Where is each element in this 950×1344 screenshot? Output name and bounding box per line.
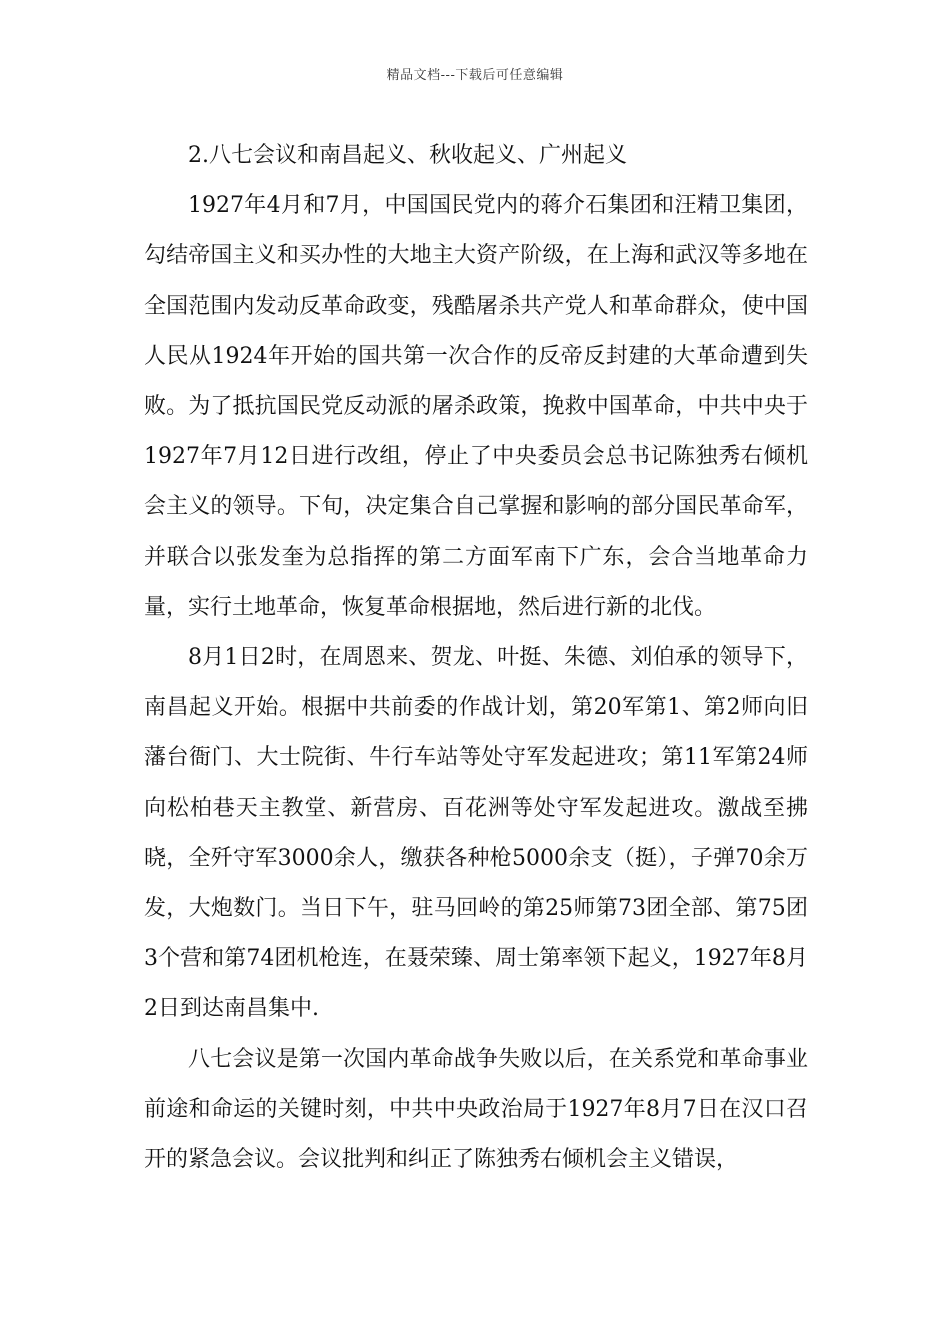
- section-heading: 2.八七会议和南昌起义、秋收起义、广州起义: [188, 143, 627, 168]
- paragraph-2: 8月1日2时，在周恩来、贺龙、叶挺、朱德、刘伯承的领导下，南昌起义开始。根据中共前委的作战计划，第20军第1、第2师向旧藩台衙门、大士院街、牛行车站等处守军发起进攻；第11军第24师向松柏巷天主教堂、新营房、百花洲等处守军发起进攻。激战至拂晓，全歼守军3000余人，缴获各种枪5000余支（挺），子弹70余万发，大炮数门。当日下午，驻马回岭的第25师第73团全部、第75团3个营和第74团机枪连，在聂荣臻、周士第率领下起义，1927年8月2日到达南昌集中.: [144, 645, 808, 1022]
- paragraph-1: 1927年4月和7月，中国国民党内的蒋介石集团和汪精卫集团，勾结帝国主义和买办性的大地主大资产阶级，在上海和武汉等多地在全国范围内发动反革命政变，残酷屠杀共产党人和革命群众，使中国人民从1924年开始的国共第一次合作的反帝反封建的大革命遭到失败。为了抵抗国民党反动派的屠杀政策，挽救中国革命，中共中央于1927年7月12日进行改组，停止了中央委员会总书记陈独秀右倾机会主义的领导。下旬，决定集合自己掌握和影响的部分国民革命军，并联合以张发奎为总指挥的第二方面军南下广东，会合当地革命力量，实行土地革命，恢复革命根据地，然后进行新的北伐。: [144, 193, 808, 620]
- page-header: 精品文档---下载后可任意编辑: [386, 68, 564, 83]
- paragraph-3: 八七会议是第一次国内革命战争失败以后，在关系党和革命事业前途和命运的关键时刻，中共中央政治局于1927年8月7日在汉口召开的紧急会议。会议批判和纠正了陈独秀右倾机会主义错误，: [144, 1046, 808, 1173]
- document-body: [144, 131, 808, 1185]
